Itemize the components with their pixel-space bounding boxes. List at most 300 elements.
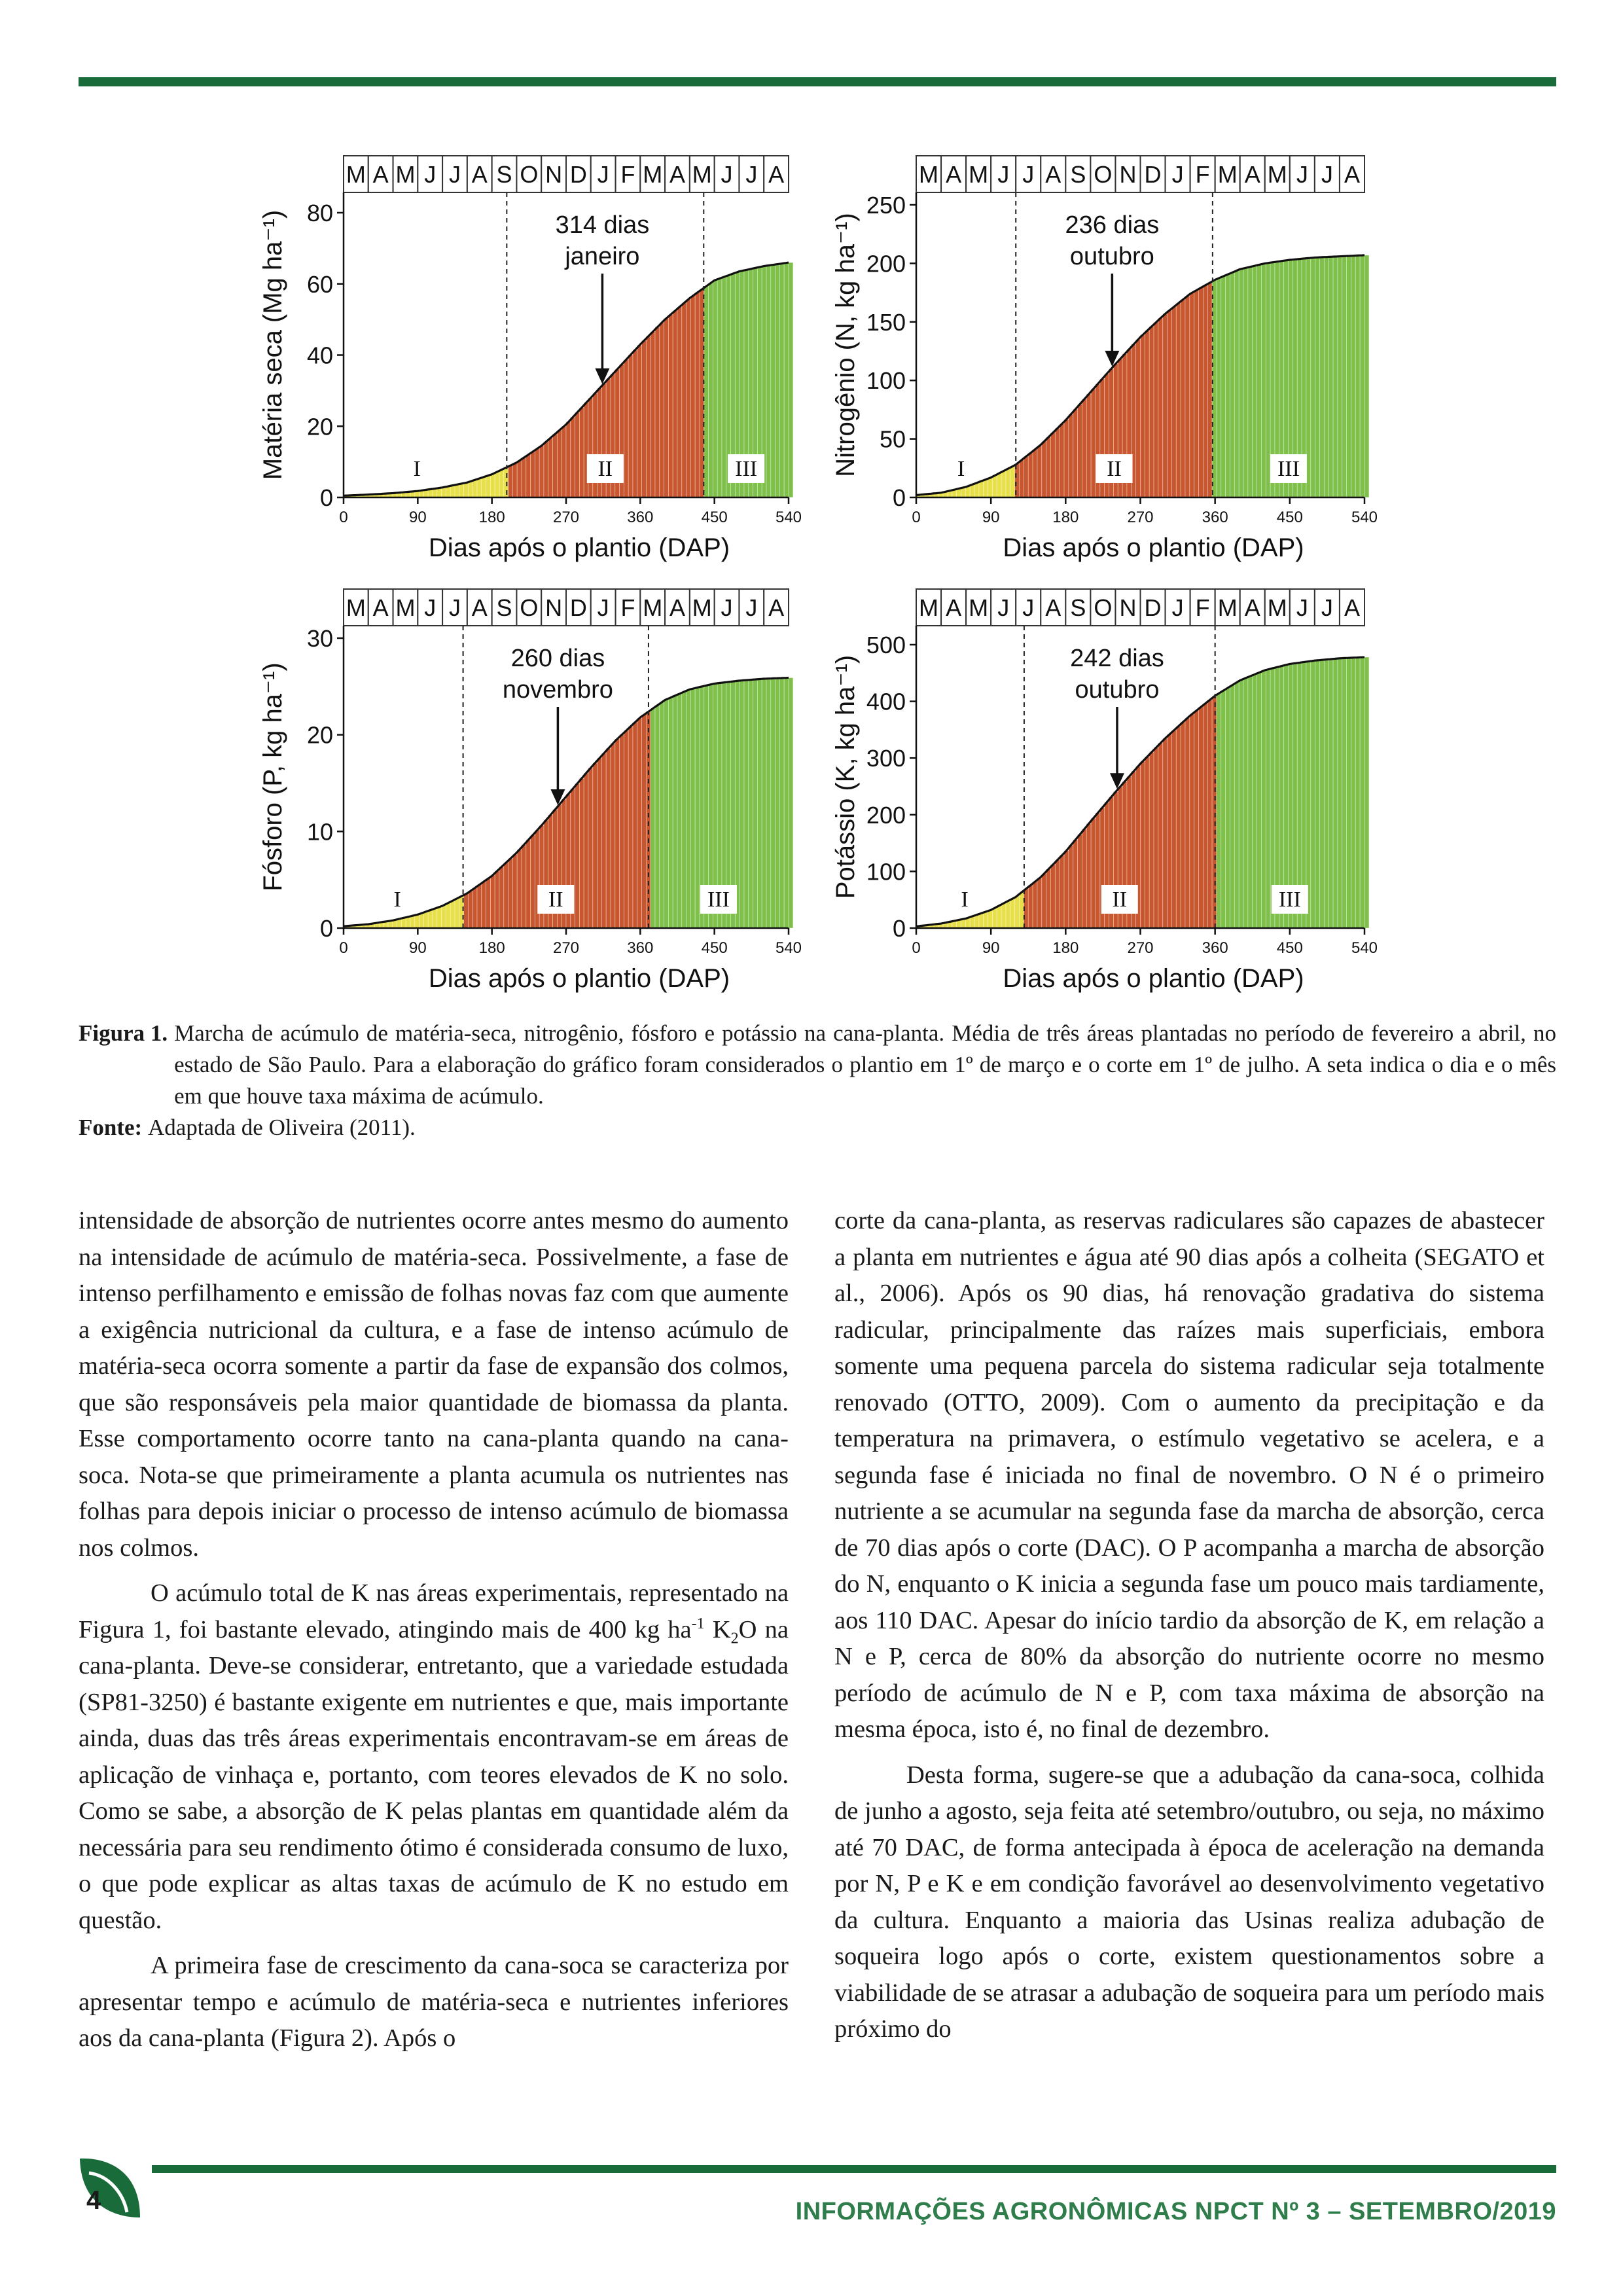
accumulation-bar [979, 913, 984, 928]
month-label: S [1070, 594, 1086, 621]
phase-label: II [597, 457, 613, 481]
accumulation-bar [531, 452, 535, 497]
chart-panel [831, 589, 1378, 993]
x-tick-label: 0 [339, 939, 348, 957]
accumulation-bar [1194, 711, 1199, 928]
phase-label: I [957, 457, 965, 481]
accumulation-bar [1078, 404, 1082, 497]
month-label: J [424, 594, 437, 621]
accumulation-bar [690, 296, 695, 497]
accumulation-bar [766, 679, 771, 928]
month-label: O [520, 161, 539, 188]
accumulation-bar [624, 359, 628, 497]
accumulation-bar [1207, 283, 1212, 497]
accumulation-bar [1001, 903, 1006, 928]
accumulation-bar [566, 422, 571, 497]
accumulation-bar [1230, 272, 1235, 497]
accumulation-bar [690, 689, 695, 928]
paragraph: Desta forma, sugere-se que a adubação da cana-soca, colhida de junho a agosto, seja feita até setembro/outubro, ou seja, no máximo até 70 DAC, de forma antecipada à época de aceleração na demanda por N, P e K e em condição favorável ao desenvolvimento vegetativo da cultura. Enquanto a maioria das Usinas realiza adubação de soqueira logo após o corte, existem questionamentos sobre a viabilidade de se atrasar a adubação de soqueira para um período mais próximo do [834, 1761, 1544, 2043]
y-tick-label: 20 [306, 413, 333, 440]
accumulation-bar [1060, 424, 1064, 497]
x-tick-label: 0 [339, 509, 348, 526]
month-label: M [1217, 594, 1238, 621]
accumulation-bar [1253, 266, 1257, 497]
x-tick-label: 270 [1127, 509, 1154, 526]
accumulation-bar [575, 783, 580, 928]
accumulation-bar [740, 681, 744, 928]
accumulation-bar [970, 916, 974, 928]
month-label: O [1094, 594, 1113, 621]
y-tick-label: 0 [892, 915, 906, 942]
accumulation-bar [1046, 437, 1051, 497]
x-tick-label: 90 [982, 939, 1000, 957]
accumulation-bar [1069, 845, 1073, 928]
month-label: O [1094, 161, 1113, 188]
accumulation-bar [749, 680, 753, 928]
accumulation-bar [1364, 255, 1369, 497]
month-label: J [597, 161, 609, 188]
x-tick-label: 360 [627, 509, 654, 526]
accumulation-bar [1266, 263, 1270, 497]
month-label: J [597, 594, 609, 621]
accumulation-bar [628, 726, 633, 928]
accumulation-bar [517, 461, 522, 497]
month-label: M [919, 594, 939, 621]
chart-panel [259, 156, 802, 562]
accumulation-bar [646, 336, 651, 497]
figure-1 [0, 0, 1623, 1008]
month-label: M [395, 594, 416, 621]
accumulation-bar [410, 916, 415, 928]
accumulation-bar [1199, 707, 1204, 928]
month-label: D [569, 161, 587, 188]
accumulation-bar [762, 679, 766, 928]
accumulation-bar [687, 690, 691, 928]
month-label: A [1344, 161, 1360, 188]
month-label: M [692, 594, 712, 621]
y-tick-label: 100 [866, 367, 906, 395]
x-tick-label: 180 [1052, 939, 1079, 957]
accumulation-bar [557, 430, 562, 497]
accumulation-bar [1168, 734, 1172, 928]
phase-label: III [735, 457, 758, 481]
footer-rule [152, 2165, 1556, 2173]
accumulation-bar [1082, 829, 1086, 928]
paragraph: intensidade de absorção de nutrientes ocorre antes mesmo do aumento na intensidade de acúmulo de matéria-seca. Possivelmente, a fase de intenso perfilhamento e emissão de folhas novas faz com que aumente a exigência nutricional da cultura, e a fase de intenso acúmulo de matéria-seca ocorra somente a partir da fase de expansão dos colmos, que são responsáveis pela maior quantidade de biomassa da planta. Esse comportamento ocorre tanto na cana-planta quando na cana-soca. Nota-se que primeiramente a planta acumula os nutrientes nas folhas para depois iniciar o processo de intenso acúmulo de biomassa nos colmos. [79, 1207, 789, 1562]
month-label: A [471, 161, 488, 188]
accumulation-bar [789, 678, 793, 928]
month-label: J [424, 161, 437, 188]
month-label: M [346, 594, 366, 621]
x-tick-label: 270 [552, 939, 580, 957]
accumulation-bar [1091, 389, 1096, 497]
accumulation-bar [1149, 752, 1154, 928]
x-axis-title: Dias após o plantio (DAP) [428, 964, 730, 993]
month-label: M [969, 161, 989, 188]
accumulation-bar [1078, 834, 1082, 928]
accumulation-bar [1221, 691, 1226, 928]
accumulation-bar [744, 680, 749, 928]
accumulation-bar [637, 345, 642, 497]
accumulation-bar [713, 280, 717, 497]
accumulation-bar [789, 262, 793, 497]
accumulation-bar [1091, 818, 1096, 928]
accumulation-bar [455, 899, 459, 928]
annotation-days: 242 dias [1070, 645, 1164, 672]
accumulation-bar [704, 286, 709, 497]
accumulation-bar [1033, 882, 1037, 928]
accumulation-bar [651, 332, 655, 497]
accumulation-bar [984, 912, 988, 928]
x-axis-title: Dias após o plantio (DAP) [1003, 533, 1304, 562]
y-axis-title: Fósforo (P, kg ha⁻¹) [259, 662, 287, 891]
accumulation-bar [473, 888, 477, 928]
accumulation-bar [1028, 885, 1033, 928]
accumulation-bar [1046, 869, 1051, 928]
month-label: A [768, 161, 785, 188]
accumulation-bar [1086, 823, 1091, 928]
y-tick-label: 0 [319, 484, 333, 511]
accumulation-bar [1064, 851, 1069, 928]
accumulation-bar [1141, 335, 1145, 497]
accumulation-bar [984, 480, 988, 497]
accumulation-bar [508, 465, 513, 497]
y-tick-label: 200 [866, 801, 906, 829]
accumulation-bar [1257, 673, 1262, 928]
month-label: M [919, 161, 939, 188]
month-label: A [1045, 594, 1061, 621]
accumulation-bar [651, 709, 655, 928]
accumulation-bar [1212, 696, 1217, 928]
accumulation-bar [1253, 674, 1257, 928]
month-label: J [721, 161, 733, 188]
accumulation-bar [1194, 291, 1199, 497]
accumulation-bar [642, 715, 647, 928]
accumulation-bar [1207, 700, 1212, 928]
accumulation-bar [601, 753, 606, 928]
accumulation-bar [1145, 757, 1149, 928]
phase-label: II [1112, 888, 1128, 912]
accumulation-bar [1037, 878, 1042, 928]
y-tick-label: 30 [306, 625, 333, 652]
right-column [834, 1203, 1544, 2057]
accumulation-bar [1324, 257, 1329, 497]
accumulation-bar [722, 277, 726, 497]
y-axis-title: Matéria seca (Mg ha⁻¹) [259, 209, 287, 480]
annotation-month: novembro [502, 676, 613, 704]
accumulation-bar [1010, 466, 1015, 497]
x-axis-title: Dias após o plantio (DAP) [428, 533, 730, 562]
accumulation-bar [468, 482, 473, 497]
accumulation-bar [961, 488, 966, 497]
accumulation-bar [620, 735, 624, 928]
accumulation-bar [1248, 267, 1253, 497]
month-label: D [1144, 594, 1162, 621]
accumulation-bar [988, 478, 993, 497]
accumulation-bar [535, 449, 539, 497]
accumulation-bar [1234, 270, 1239, 497]
accumulation-bar [482, 882, 486, 928]
accumulation-bar [1217, 278, 1221, 497]
month-label: M [346, 161, 366, 188]
x-tick-label: 360 [1202, 509, 1228, 526]
accumulation-bar [970, 484, 974, 497]
accumulation-bar [512, 463, 517, 497]
accumulation-bar [459, 484, 464, 497]
accumulation-bar [450, 901, 455, 928]
month-label: A [1244, 594, 1260, 621]
accumulation-bar [1158, 743, 1163, 928]
accumulation-bar [584, 403, 588, 497]
x-tick-label: 360 [1202, 939, 1228, 957]
accumulation-bar [1145, 331, 1149, 497]
month-label: J [1321, 594, 1333, 621]
month-label: N [545, 161, 563, 188]
month-label: J [1171, 161, 1184, 188]
accumulation-bar [1154, 323, 1158, 497]
accumulation-bar [1055, 860, 1060, 928]
accumulation-bar [1203, 704, 1207, 928]
accumulation-bar [997, 473, 1001, 497]
paragraph: corte da cana-planta, as reservas radiculares são capazes de abastecer a planta em nutrientes e água até 90 dias após a colheita (SEGATO et al., 2006). Após os 90 dias, há renovação gradativa do sistema radicular, principalmente das raízes mais superficiais, embora somente uma pequena parcela do sistema radicular seja totalmente renovado (OTTO, 2009). Com o aumento da precipitação e da temperatura na primavera, o estímulo vegetativo se acelera, e a segunda fase é iniciada no final de novembro. O N é o primeiro nutriente a se acumular na segunda fase da marcha de absorção, cerca de 70 dias após o corte (DAC). O P acompanha a marcha de absorção do N, enquanto o K inicia a segunda fase um pouco mais tardiamente, aos 110 DAC. Apesar do início tardio da absorção de K, em relação a N e P, cerca de 80% da absorção do nutriente ocorre no mesmo período de acúmulo de N e P, com taxa máxima de absorção na mesma época, isto é, no final de dezembro. [834, 1207, 1544, 1743]
accumulation-bar [544, 442, 548, 497]
accumulation-bar [1230, 685, 1235, 928]
journal-title: INFORMAÇÕES AGRONÔMICAS NPCT Nº 3 – SETEMBRO/2019 [795, 2198, 1556, 2225]
accumulation-bar [1136, 340, 1141, 497]
accumulation-bar [1355, 255, 1360, 497]
accumulation-bar [997, 906, 1001, 928]
accumulation-bar [442, 905, 446, 928]
accumulation-bar [687, 299, 691, 497]
month-label: J [449, 594, 461, 621]
accumulation-bar [1351, 256, 1355, 497]
month-label: F [620, 594, 635, 621]
month-label: M [1267, 594, 1287, 621]
accumulation-bar [1015, 896, 1020, 928]
accumulation-bar [415, 915, 419, 928]
annotation-month: outubro [1069, 243, 1154, 270]
accumulation-bar [717, 278, 722, 497]
accumulation-bar [1360, 657, 1364, 928]
phase-label: II [1107, 457, 1122, 481]
month-label: M [969, 594, 989, 621]
accumulation-bar [486, 878, 491, 928]
accumulation-bar [1163, 314, 1168, 497]
accumulation-bar [446, 903, 450, 928]
accumulation-bar [1010, 899, 1015, 928]
accumulation-bar [1001, 471, 1006, 497]
accumulation-bar [1320, 257, 1325, 497]
y-tick-label: 0 [319, 915, 333, 942]
annotation-days: 236 dias [1065, 211, 1160, 239]
accumulation-bar [695, 688, 700, 928]
x-tick-label: 450 [701, 509, 728, 526]
accumulation-bar [593, 763, 597, 928]
accumulation-bar [682, 303, 687, 497]
accumulation-bar [1185, 718, 1190, 928]
y-tick-label: 250 [866, 192, 906, 219]
accumulation-bar [437, 488, 442, 497]
accumulation-bar [992, 476, 997, 497]
accumulation-bar [1168, 310, 1172, 497]
accumulation-bar [682, 692, 687, 928]
month-label: J [1321, 161, 1333, 188]
paragraph: O acúmulo total de K nas áreas experimentais, representado na Figura 1, foi bastante elevado, atingindo mais de 400 kg $ha^{-1}$ $K_2O$ na cana-planta. Deve-se considerar, entretanto, que a variedade estudada (SP81-3250) é bastante exigente em nutrientes e que, mais importante ainda, duas das três áreas experimentais encontravam-se em áreas de aplicação de vinhaça e, portanto, com teores elevados de K no solo. Como se sabe, a absorção de K pelas plantas em quantidade além da necessária para seu rendimento ótimo é considerada consumo de luxo, o que pode explicar as altas taxas de acúmulo de K no estudo em questão. [79, 1579, 789, 1934]
accumulation-bar [437, 907, 442, 928]
accumulation-bar [637, 718, 642, 928]
left-column [79, 1203, 789, 2066]
accumulation-bar [588, 768, 593, 928]
month-label: J [721, 594, 733, 621]
accumulation-bar [1024, 456, 1028, 497]
month-label: A [1045, 161, 1061, 188]
accumulation-bar [579, 778, 584, 928]
accumulation-bar [579, 408, 584, 497]
y-tick-label: 300 [866, 745, 906, 772]
source-text: Adaptada de Oliveira (2011). [147, 1115, 416, 1140]
accumulation-bar [1069, 414, 1073, 497]
accumulation-bar [1042, 442, 1046, 497]
accumulation-bar [517, 850, 522, 928]
accumulation-bar [1320, 660, 1325, 928]
x-tick-label: 540 [775, 509, 802, 526]
accumulation-bar [526, 840, 531, 928]
caption-label: Figura 1. [79, 1020, 168, 1046]
accumulation-bar [1082, 399, 1086, 497]
accumulation-bar [1261, 264, 1266, 497]
accumulation-bar [1055, 428, 1060, 497]
x-tick-label: 450 [1276, 939, 1303, 957]
accumulation-bar [584, 773, 588, 928]
accumulation-bar [628, 355, 633, 497]
accumulation-bar [1257, 264, 1262, 497]
accumulation-bar [548, 438, 553, 497]
accumulation-bar [1338, 658, 1342, 928]
month-label: A [669, 161, 686, 188]
accumulation-bar [477, 478, 482, 497]
accumulation-bar [1037, 446, 1042, 497]
annotation-days: 260 dias [510, 645, 605, 672]
y-tick-label: 50 [879, 425, 906, 453]
x-tick-label: 0 [912, 939, 921, 957]
chart-panel [259, 589, 802, 993]
month-label: A [669, 594, 686, 621]
accumulation-bar [992, 908, 997, 928]
accumulation-bar [677, 694, 682, 928]
accumulation-bar [779, 678, 784, 928]
y-tick-label: 0 [892, 484, 906, 511]
accumulation-bar [1243, 678, 1248, 928]
accumulation-bar [771, 265, 776, 497]
accumulation-bar [1042, 874, 1046, 928]
accumulation-bar [668, 698, 673, 928]
accumulation-bar [1338, 257, 1342, 497]
accumulation-bar [1073, 409, 1078, 497]
y-axis-title: Potássio (K, kg ha⁻¹) [831, 655, 860, 899]
accumulation-bar [1141, 761, 1145, 928]
month-label: A [1244, 161, 1260, 188]
annotation-days: 314 dias [555, 211, 650, 239]
accumulation-bar [1261, 671, 1266, 928]
accumulation-bar [979, 481, 984, 497]
caption-text: Marcha de acúmulo de matéria-seca, nitrogênio, fósforo e potássio na cana-planta. Média de três áreas plantadas no período de fevereiro a abril, no estado de São Paulo. Para a elaboração do gráfico foram considerados o plantio em 1º de março e o corte em 1º de julho. A seta indica o dia e o mês em que houve taxa máxima de acúmulo. [174, 1020, 1556, 1109]
y-tick-label: 10 [306, 818, 333, 846]
accumulation-bar [1234, 683, 1239, 928]
x-tick-label: 270 [552, 509, 580, 526]
x-tick-label: 540 [1351, 939, 1378, 957]
phase-label: I [961, 888, 969, 912]
month-label: A [372, 161, 389, 188]
accumulation-bar [508, 859, 513, 928]
accumulation-bar [1033, 450, 1037, 497]
accumulation-bar [1171, 307, 1176, 497]
phase-label: II [548, 888, 563, 912]
annotation-month: outubro [1075, 676, 1160, 704]
accumulation-bar [522, 457, 526, 497]
accumulation-bar [1190, 293, 1194, 497]
month-label: S [1070, 161, 1086, 188]
accumulation-bar [709, 283, 713, 497]
accumulation-bar [490, 875, 495, 928]
phase-label: III [707, 888, 730, 912]
accumulation-bar [1226, 688, 1230, 928]
y-tick-label: 200 [866, 250, 906, 278]
accumulation-bar [1154, 747, 1158, 928]
accumulation-bar [1315, 660, 1320, 928]
phase-label: I [393, 888, 401, 912]
accumulation-bar [442, 487, 446, 497]
month-label: J [745, 594, 758, 621]
accumulation-bar [1329, 257, 1333, 497]
accumulation-bar [1185, 296, 1190, 497]
accumulation-bar [464, 894, 469, 928]
x-tick-label: 540 [1351, 509, 1378, 526]
y-tick-label: 20 [306, 721, 333, 749]
accumulation-bar [1315, 257, 1320, 497]
accumulation-bar [1051, 865, 1056, 928]
y-tick-label: 500 [866, 632, 906, 658]
month-label: J [1296, 594, 1308, 621]
month-label: M [643, 594, 663, 621]
accumulation-bar [419, 913, 424, 928]
y-tick-label: 400 [866, 688, 906, 715]
accumulation-bar [455, 484, 459, 497]
accumulation-bar [1176, 726, 1181, 928]
month-label: A [1344, 594, 1360, 621]
month-label: J [997, 594, 1010, 621]
month-label: A [768, 594, 785, 621]
accumulation-bar [660, 702, 664, 928]
y-tick-label: 40 [306, 342, 333, 369]
accumulation-bar [1086, 394, 1091, 497]
accumulation-bar [1333, 257, 1338, 497]
accumulation-bar [1347, 658, 1351, 928]
accumulation-bar [1248, 676, 1253, 928]
annotation-month: janeiro [565, 243, 640, 270]
accumulation-bar [495, 871, 499, 928]
accumulation-bar [482, 477, 486, 497]
accumulation-bar [1342, 658, 1347, 928]
x-tick-label: 180 [478, 509, 505, 526]
accumulation-bar [1329, 659, 1333, 928]
month-label: N [1119, 161, 1137, 188]
y-tick-label: 80 [306, 200, 333, 226]
month-label: N [545, 594, 563, 621]
accumulation-bar [531, 835, 535, 928]
accumulation-bar [753, 679, 758, 928]
accumulation-bar [1306, 258, 1311, 497]
accumulation-bar [1096, 813, 1100, 928]
